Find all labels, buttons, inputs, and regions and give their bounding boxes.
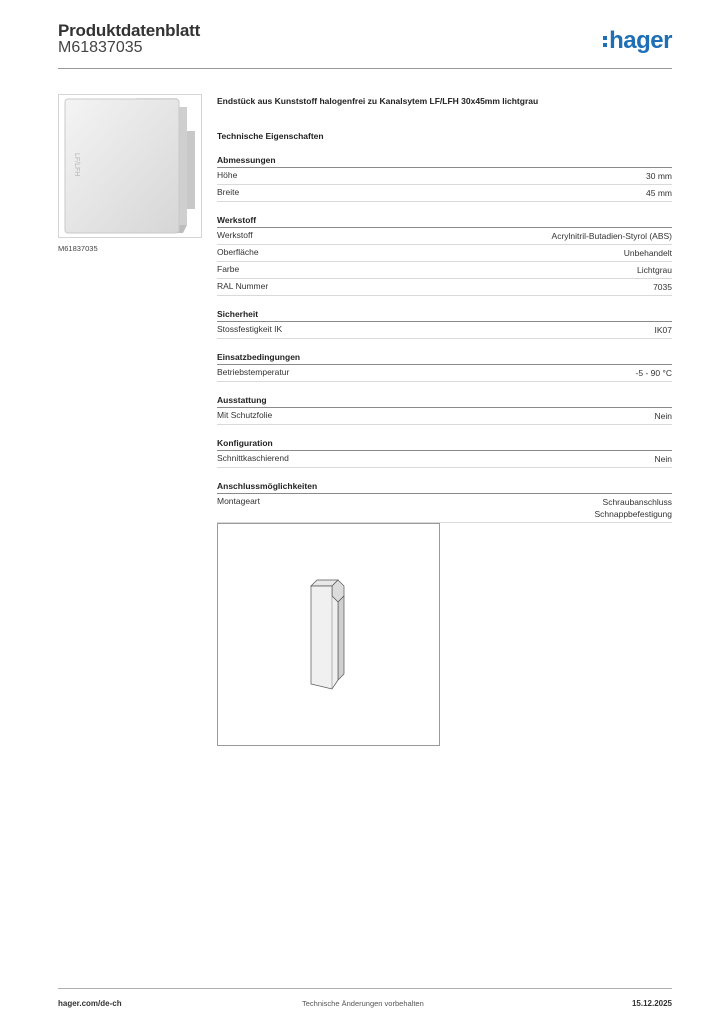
property-label: Farbe — [217, 264, 240, 274]
property-section — [217, 215, 672, 296]
property-value — [637, 264, 672, 276]
property-section — [217, 481, 672, 523]
property-value-line: Unbehandelt — [623, 248, 672, 258]
property-value-line: Lichtgrau — [637, 265, 672, 275]
product-thumbnail — [58, 94, 202, 238]
footer-date: 15.12.2025 — [631, 999, 672, 1008]
footer-notice: Technische Änderungen vorbehalten — [302, 999, 424, 1008]
property-row — [217, 494, 672, 523]
property-value — [636, 367, 672, 379]
property-label: Schnittkaschierend — [217, 453, 289, 463]
property-section — [217, 352, 672, 382]
section-title: Abmessungen — [217, 155, 672, 168]
property-label: Höhe — [217, 170, 238, 180]
property-section — [217, 395, 672, 425]
section-title: Einsatzbedingungen — [217, 352, 672, 365]
property-row — [217, 408, 672, 425]
property-value — [655, 324, 673, 336]
footer-divider — [58, 988, 672, 989]
section-title: Anschlussmöglichkeiten — [217, 481, 672, 494]
property-label: Breite — [217, 187, 240, 197]
product-description: Endstück aus Kunststoff halogenfrei zu Kanalsytem LF/LFH 30x45mm lichtgrau — [217, 96, 539, 106]
property-value-line: Schraubanschluss — [602, 497, 672, 507]
property-section — [217, 155, 672, 202]
property-row — [217, 279, 672, 296]
property-value — [655, 453, 672, 465]
property-label: Oberfläche — [217, 247, 259, 257]
property-row — [217, 322, 672, 339]
hager-logo — [603, 27, 672, 55]
section-title: Ausstattung — [217, 395, 672, 408]
property-value — [655, 410, 672, 422]
property-value — [646, 170, 672, 182]
page-title: Produktdatenblatt — [58, 21, 201, 40]
property-label: Betriebstemperatur — [217, 367, 290, 377]
property-value — [594, 496, 672, 520]
property-row — [217, 185, 672, 202]
thumbnail-imprint: LF/LFH — [73, 153, 80, 177]
property-label: RAL Nummer — [217, 281, 269, 291]
property-label: Montageart — [217, 496, 260, 506]
property-value-line: 45 mm — [646, 188, 672, 198]
property-value — [653, 281, 672, 293]
end-cap-drawing-icon — [218, 524, 439, 745]
property-value-line: Nein — [654, 411, 672, 421]
property-value-line: -5 - 90 °C — [635, 368, 672, 378]
properties-table — [217, 155, 672, 523]
product-content — [217, 96, 672, 551]
property-label: Werkstoff — [217, 230, 253, 240]
property-row — [217, 365, 672, 382]
property-value-line: Nein — [654, 454, 672, 464]
tech-properties-heading: Technische Eigenschaften — [217, 131, 324, 141]
property-value — [646, 187, 672, 199]
article-number: M61837035 — [58, 39, 143, 56]
property-section — [217, 309, 672, 339]
property-value-line: 30 mm — [646, 171, 672, 181]
header-divider — [58, 68, 672, 69]
section-title: Sicherheit — [217, 309, 672, 322]
section-title: Werkstoff — [217, 215, 672, 228]
property-row — [217, 168, 672, 185]
end-cap-photo-icon — [59, 95, 201, 237]
property-row — [217, 228, 672, 245]
logo-dots-icon — [603, 36, 607, 47]
property-value — [552, 230, 672, 242]
property-row — [217, 262, 672, 279]
property-value-line: Acrylnitril-Butadien-Styrol (ABS) — [551, 231, 672, 241]
property-value-line: Schnappbefestigung — [594, 509, 672, 519]
property-value-line: IK07 — [654, 325, 672, 335]
property-label: Stossfestigkeit IK — [217, 324, 283, 334]
product-drawing — [217, 523, 440, 746]
logo-text: hager — [609, 27, 672, 54]
footer-website[interactable]: hager.com/de-ch — [58, 999, 122, 1008]
property-label: Mit Schutzfolie — [217, 410, 273, 420]
property-value-line: 7035 — [653, 282, 672, 292]
section-title: Konfiguration — [217, 438, 672, 451]
thumbnail-caption: M61837035 — [58, 244, 98, 253]
property-row — [217, 451, 672, 468]
property-row — [217, 245, 672, 262]
property-value — [624, 247, 672, 259]
property-section — [217, 438, 672, 468]
